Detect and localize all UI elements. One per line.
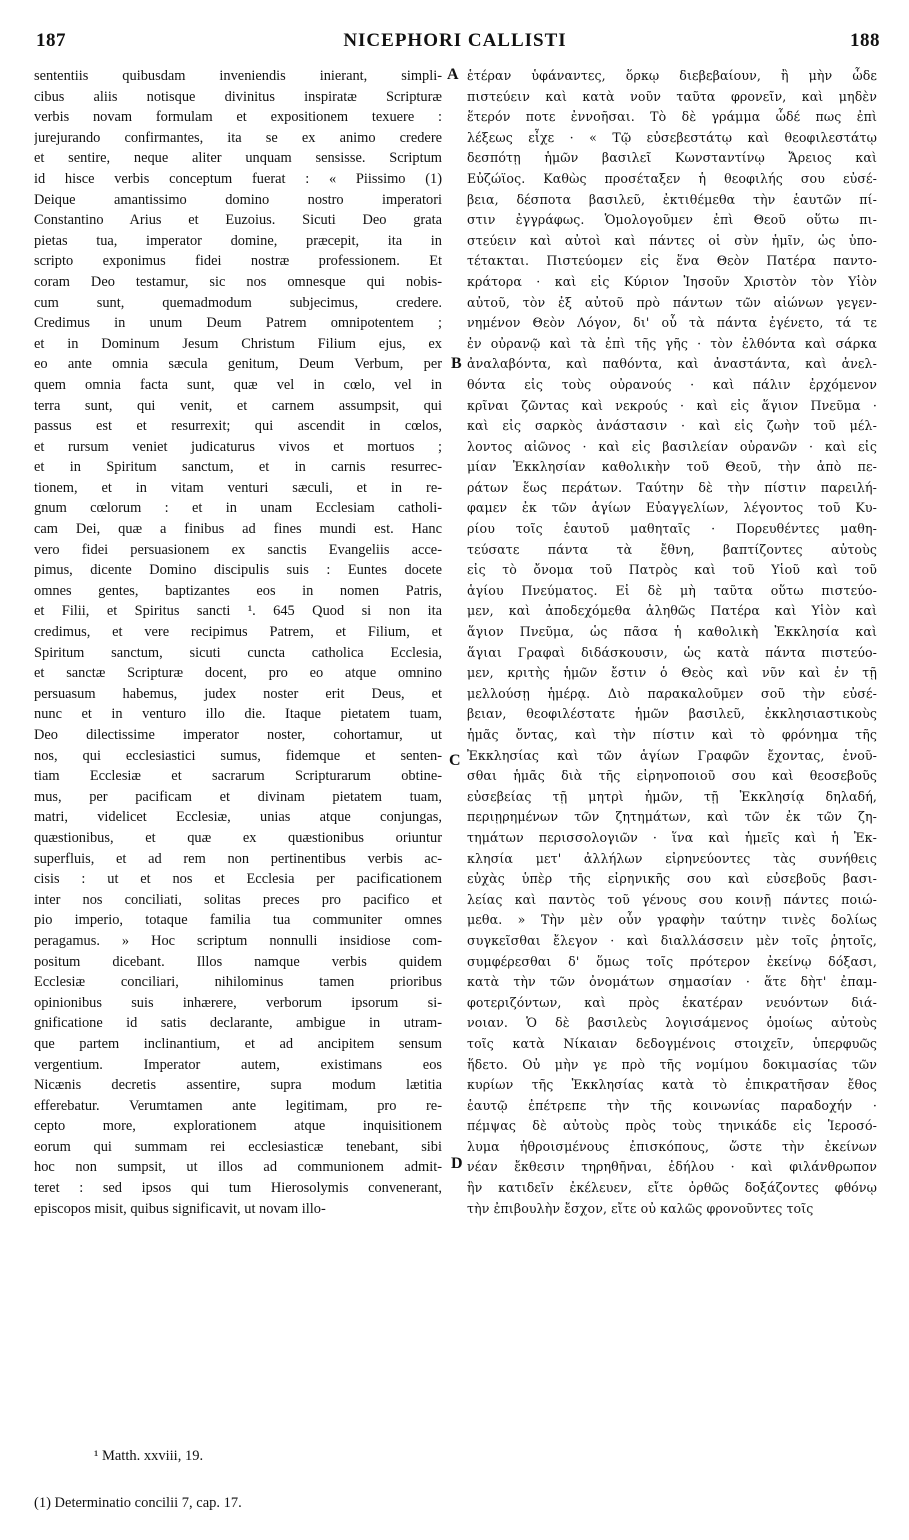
- greek-text-line: βεια, δέσποτα βασιλεῦ, ἐκτιθέμεθα τὴν ἑαυτῶν πί-: [467, 191, 877, 207]
- latin-text-line: jurejurando confirmantes, ita se ex animo credere: [34, 129, 442, 146]
- greek-text-line: κατὰ τὴν τῶν ὀνομάτων σημασίαν · ἅτε δὴτ' ἐπαμ-: [467, 974, 877, 990]
- greek-text-line: συγκεῖσθαι ἔλεγον · καὶ διαλλάσσειν μὲν τοῖς ῥητοῖς,: [467, 932, 877, 948]
- latin-text-line: episcopos misit, quibus significavit, ut novam illo-: [34, 1200, 326, 1217]
- latin-text-line: omnes gentes, baptizantes eos in nomen Patris,: [34, 582, 442, 599]
- greek-text-line: τὴν ἐπιβουλὴν ἔσχον, εἴτε οὐ καλῶς φρονοῦντες τοῖς: [467, 1200, 814, 1216]
- latin-text-line: Deo dilectissime imperator noster, cohortamur, ut: [34, 727, 442, 743]
- greek-text-line: Εὐζώϊος. Καθὼς προσέταξεν ἡ θεοφιλής σου εὐσέ-: [467, 170, 877, 186]
- latin-text-line: Constantino Arius et Euzoius. Sicuti Deo grata: [34, 212, 442, 229]
- latin-text-line: scripto exponimus fidei nostræ professionem. Et: [34, 253, 442, 270]
- greek-text-line: τοῖς κατὰ Νίκαιαν δεδογμένοις στοιχεῖν, ὑπερφυῶς: [467, 1035, 877, 1051]
- latin-text-line: et in Spiritum sanctum, et in carnis resurrec-: [34, 459, 442, 476]
- greek-text-line: θόντα εἰς τοὺς οὐρανούς · καὶ πάλιν ἐρχόμενον: [467, 376, 877, 392]
- latin-text-line: pimus, dicente Domino discipulis suis : Euntes docete: [34, 562, 442, 579]
- latin-text-line: quem omnia facta sunt, quæ vel in cœlo, vel in: [34, 376, 442, 393]
- latin-text-line: mus, per pacificam et divinam pietatem tuam,: [34, 788, 442, 805]
- margin-marker-d: D: [451, 1155, 463, 1172]
- latin-text-line: et sanctæ Scripturæ docent, pro eo atque omnino: [34, 665, 442, 682]
- latin-text-line: quæstionibus, et quæ ex quæstionibus oriuntur: [34, 829, 442, 846]
- greek-text-line: δεσπότῃ ἡμῶν βασιλεῖ Κωνσταντίνῳ Ἄρειος καὶ: [467, 150, 877, 166]
- greek-text-line: μεν, καὶ ἀποδεχόμεθα ἀληθῶς Πατέρα καὶ Υἱὸν καὶ: [467, 603, 877, 619]
- greek-text-line: ἑτέραν ὑφάναντες, ὅρκῳ διεβεβαίουν, ἢ μὴν ὧδε: [467, 68, 877, 83]
- margin-marker-b: B: [451, 355, 462, 372]
- latin-text-line: passus est et resurrexit; qui ascendit in cœlos,: [34, 418, 442, 435]
- greek-text-line: στιν ἐγγράφως. Ὁμολογοῦμεν ἐπὶ Θεοῦ οὕτω πι-: [467, 212, 877, 228]
- latin-text-line: tionem, et in vitam venturi sæculi, et in re-: [34, 479, 442, 496]
- latin-text-line: cam Dei, quæ a finibus ad fines mundi est. Hanc: [34, 521, 442, 538]
- latin-text-line: id hisce verbis conceptum fuerat : « Piissimo (1): [34, 170, 442, 187]
- latin-text-line: Deique amantissimo domino nostro imperatori: [34, 191, 442, 208]
- greek-text-line: Ἐκκλησίας καὶ τῶν ἁγίων Γραφῶν ἔχοντας, ἑνοῦ-: [467, 747, 877, 763]
- greek-text-line: εὐσεβείας τῇ μητρὶ ἡμῶν, τῇ Ἐκκλησίᾳ δηλαδή,: [467, 788, 877, 804]
- latin-text-line: cepto more, explorationem atque inquisitionem: [34, 1118, 442, 1135]
- greek-text-line: μεθα. » Τὴν μὲν οὖν γραφὴν ταύτην τινὲς δολίως: [467, 912, 877, 928]
- greek-text-line: μίαν Ἐκκλησίαν καθολικὴν τοῦ Θεοῦ, τὴν ἀπὸ πε-: [467, 459, 877, 475]
- latin-text-line: gnificatione id satis declarante, ambigue in utram-: [34, 1015, 442, 1032]
- greek-text-line: μεν, κριτὴς ἡμῶν ἔστιν ὁ Θεὸς καὶ νῦν καὶ ἐν τῇ: [467, 665, 877, 681]
- greek-text-line: λοντος αἰῶνος · καὶ εἰς βασιλείαν οὐρανῶν · καὶ εἰς: [467, 438, 877, 454]
- latin-text-line: nunc et in venturo illo die. Itaque pietatem tuam,: [34, 706, 442, 723]
- greek-text-line: περιῃρημένων τῶν ζητημάτων, καὶ τῶν ἐκ τῶν ζη-: [467, 809, 877, 825]
- latin-text-line: verbis novam formulam et expositionem texuere :: [34, 109, 442, 126]
- greek-text-line: φαμεν ἐκ τῶν ἁγίων Εὐαγγελίων, λέγοντος τοῦ Κυ-: [467, 500, 877, 516]
- greek-text-line: στεύειν καὶ αὐτοὶ καὶ πάντες οἱ σὺν ἡμῖν, ὡς ὑπο-: [467, 232, 877, 248]
- latin-text-line: et rursum veniet judicaturus vivos et mortuos ;: [34, 438, 442, 455]
- greek-text-line: νημένον Θεὸν Λόγον, δι' οὗ τὰ πάντα ἐγένετο, τά τε: [467, 315, 877, 331]
- latin-text-line: eo ante omnia sæcula genitum, Deum Verbum, per: [34, 356, 442, 373]
- greek-text-line: λέξεως εἶχε · « Τῷ εὐσεβεστάτῳ καὶ θεοφιλεστάτῳ: [467, 129, 877, 145]
- latin-text-line: gnum cœlorum : et in unam Ecclesiam catholi-: [34, 500, 442, 517]
- greek-text-line: λυμα ἠθροισμένους ἐπισκόπους, ὥστε τὴν ἐκείνων: [467, 1138, 877, 1154]
- latin-text-line: positum dicebant. Illos namque verbis quidem: [34, 953, 442, 970]
- greek-text-line: ἕτερόν ποτε ἐννοῆσαι. Τὸ δὲ γράμμα ὧδέ πως ἐπὶ: [467, 109, 877, 125]
- greek-text-line: καὶ εἰς σαρκὸς ἀνάστασιν · καὶ εἰς ζωὴν τοῦ μέλ-: [467, 418, 877, 434]
- latin-text-line: matri, videlicet Ecclesiæ, unias atque conjungas,: [34, 809, 442, 826]
- greek-text-line: τεύσατε πάντα τὰ ἔθνη, βαπτίζοντες αὐτοὺς: [467, 541, 877, 557]
- greek-text-line: πιστεύειν καὶ κατὰ νοῦν ταῦτα φρονεῖν, καὶ μηδὲν: [467, 88, 877, 104]
- latin-text-line: cibus aliis notisque divinitus inspiratæ Scripturæ: [34, 88, 442, 105]
- latin-text-line: et sentire, neque aliter unquam sensisse. Scriptum: [34, 150, 442, 167]
- latin-text-line: tiam Ecclesiæ et sacrarum Scripturarum obtine-: [34, 768, 442, 785]
- greek-text-line: ἑαυτῷ ἐπέτρεπε τὴν τῆς κοινωνίας παραδοχήν ·: [467, 1097, 877, 1113]
- greek-text-line: τέτακται. Πιστεύομεν εἰς ἕνα Θεὸν Πατέρα παντο-: [467, 253, 877, 269]
- latin-text-line: cisis : ut et nos et Ecclesia per pacificationem: [34, 871, 442, 888]
- greek-text-line: κράτορα · καὶ εἰς Κύριον Ἰησοῦν Χριστὸν τὸν Υἱὸν: [467, 273, 877, 289]
- latin-text-line: que partem inclinantium, et ad ancipitem sensum: [34, 1035, 442, 1052]
- greek-text-line: τημάτων περισσολογιῶν · ἵνα καὶ ἡμεῖς καὶ ἡ Ἐκ-: [467, 829, 877, 845]
- greek-column: [467, 66, 877, 1219]
- greek-text-line: ἁγίου Πνεύματος. Εἰ δὲ μὴ ταῦτα οὕτω πιστεύο-: [467, 582, 877, 598]
- latin-text-line: Credimus in unum Deum Patrem omnipotentem ;: [34, 315, 442, 332]
- greek-text-line: αὐτοῦ, τὸν ἐξ αὐτοῦ πρὸ πάντων τῶν αἰώνων γεγεν-: [467, 294, 877, 310]
- greek-text-line: μελλούσῃ ἡμέρᾳ. Διὸ παρακαλοῦμεν σοῦ τὴν εὐσέ-: [467, 685, 877, 701]
- latin-text-line: inter nos conciliati, solitas preces pro pacifico et: [34, 891, 442, 908]
- latin-text-line: sententiis quibusdam inveniendis inierant, simpli-: [34, 68, 442, 84]
- latin-text-line: peragamus. » Hoc scriptum nonnulli insidiose com-: [34, 932, 442, 949]
- greek-text-line: ἣν κατιδεῖν ἐκέλευεν, εἴτε ὀρθῶς δοξάζοντες φθόνῳ: [467, 1180, 877, 1196]
- margin-marker-c: C: [449, 752, 461, 769]
- latin-column: [34, 66, 442, 1219]
- greek-text-line: ράτων ἕως περάτων. Ταύτην δὲ τὴν πίστιν παρειλή-: [467, 479, 877, 495]
- greek-text-line: ἀναλαβόντα, καὶ παθόντα, καὶ ἀναστάντα, καὶ ἀνελ-: [467, 356, 877, 372]
- greek-text-line: σθαι ἡμᾶς διὰ τῆς εἰρηνοποιοῦ σου καὶ θεοσεβοῦς: [467, 768, 877, 784]
- greek-text-line: βειαν, θεοφιλέστατε ἡμῶν βασιλεῦ, ἐκκλησιαστικοὺς: [467, 706, 877, 722]
- greek-text-line: νέαν ἔκθεσιν τηρηθῆναι, ἐδήλου · καὶ φιλάνθρωπον: [467, 1159, 877, 1175]
- latin-text-line: Spiritum sanctum, sicuti cuncta catholica Ecclesia,: [34, 644, 442, 661]
- latin-text-line: coram Deo testamur, sic nos omnesque qui nobis-: [34, 273, 442, 290]
- greek-text-line: κλησία μετ' ἀλλήλων εἰρηνεύοντες τὰς συνήθεις: [467, 850, 877, 866]
- footnote-determination: (1) Determinatio concilii 7, cap. 17.: [34, 1495, 242, 1511]
- greek-text-line: νοιαν. Ὁ δὲ βασιλεὺς λογισάμενος ὁμοίως αὐτοὺς: [467, 1015, 877, 1031]
- greek-text-line: ἅγιον Πνεῦμα, ὡς πᾶσα ἡ καθολικὴ Ἐκκλησία καὶ: [467, 624, 877, 640]
- latin-text-line: pio imperio, totaque familia tua communiter omnes: [34, 912, 442, 929]
- latin-text-line: credimus, et vere recipimus Patrem, et Filium, et: [34, 624, 442, 641]
- right-page-number: 188: [850, 30, 880, 51]
- greek-text-line: κρῖναι ζῶντας καὶ νεκρούς · καὶ εἰς ἅγιον Πνεῦμα ·: [467, 397, 877, 413]
- greek-text-line: ἐν οὐρανῷ καὶ τὰ ἐπὶ τῆς γῆς · τὸν ἐλθόντα καὶ σάρκα: [467, 335, 877, 351]
- page-header: [30, 30, 880, 58]
- latin-text-line: vergentium. Imperator autem, existimans eos: [34, 1056, 442, 1073]
- greek-text-line: πέμψας δὲ αὐτοὺς πρὸς τοὺς τηνικάδε εἰς Ἱεροσό-: [467, 1118, 877, 1134]
- greek-text-line: ἅγιαι Γραφαὶ διδάσκουσιν, ὡς κατὰ πάντα πιστεύο-: [467, 644, 877, 660]
- latin-text-line: vero fidei persuasionem ex sanctis Evangeliis acce-: [34, 541, 442, 558]
- latin-text-line: persuasum habemus, judex noster erit Deus, et: [34, 685, 442, 702]
- latin-text-line: terra sunt, qui venit, et carnem assumpsit, qui: [34, 397, 442, 414]
- footnote-scripture: ¹ Matth. xxviii, 19.: [94, 1448, 204, 1464]
- latin-text-line: opinionibus suis inhærere, verborum ipsorum si-: [34, 994, 442, 1011]
- greek-text-line: λείας καὶ παντὸς τοῦ γένους σου κοινῇ πάντες ποιώ-: [467, 891, 877, 907]
- greek-text-line: ρίου τοῖς ἑαυτοῦ μαθηταῖς · Πορευθέντες μαθη-: [467, 521, 877, 537]
- latin-text-line: superfluis, et ad rem non pertinentibus verbis ac-: [34, 850, 442, 867]
- running-title: NICEPHORI CALLISTI: [343, 30, 567, 51]
- greek-text-line: ἥδετο. Οὐ μὴν γε πρὸ τῆς νομίμου δοκιμασίας τῶν: [467, 1056, 877, 1072]
- greek-text-line: φοτεριζόντων, καὶ πρὸς ἑκατέραν νευόντων διά-: [467, 994, 877, 1010]
- margin-marker-a: A: [447, 66, 459, 83]
- greek-text-line: εἰς τὸ ὄνομα τοῦ Πατρὸς καὶ τοῦ Υἱοῦ καὶ τοῦ: [467, 562, 877, 578]
- greek-text-line: συμφέρεσθαι δ' ὅμως τοῖς πρότερον ἐκείνῳ δόξασι,: [467, 953, 877, 969]
- latin-text-line: et Filii, et Spiritus sancti ¹. 645 Quod si non ita: [34, 603, 442, 620]
- latin-text-line: Nicænis decretis assentire, supra modum lætitia: [34, 1077, 442, 1094]
- latin-text-line: pietas tua, imperator domine, præcepit, ita in: [34, 232, 442, 249]
- left-page-number: 187: [36, 30, 66, 51]
- greek-text-line: κυρίων τῆς Ἐκκλησίας κατὰ τὸ ἐπικρατῆσαν ἔθος: [467, 1077, 877, 1093]
- greek-text-line: εὐχὰς ὑπὲρ τῆς εἰρηνικῆς σου καὶ εὐσεβοῦς βασι-: [467, 871, 877, 887]
- latin-text-line: et in Dominum Jesum Christum Filium ejus, ex: [34, 335, 442, 352]
- latin-text-line: efferebatur. Verumtamen ante legitimam, pro re-: [34, 1097, 442, 1114]
- latin-text-line: teret : sed ipsos qui tum Hierosolymis convenerant,: [34, 1180, 442, 1197]
- latin-text-line: eorum qui summam rei ecclesiasticæ tenebant, sibi: [34, 1138, 442, 1155]
- latin-text-line: nos, qui ecclesiastici sumus, fidemque et senten-: [34, 747, 442, 764]
- latin-text-line: hoc non sumpsit, ut illos ad communionem admit-: [34, 1159, 442, 1176]
- greek-text-line: ἡμᾶς ὄντας, καὶ τὴν πίστιν καὶ τὸ φρόνημα τῆς: [467, 727, 877, 742]
- latin-text-line: cum sunt, quemadmodum subjecimus, credere.: [34, 294, 442, 311]
- latin-text-line: Ecclesiæ conciliari, nihilominus tamen prioribus: [34, 974, 442, 991]
